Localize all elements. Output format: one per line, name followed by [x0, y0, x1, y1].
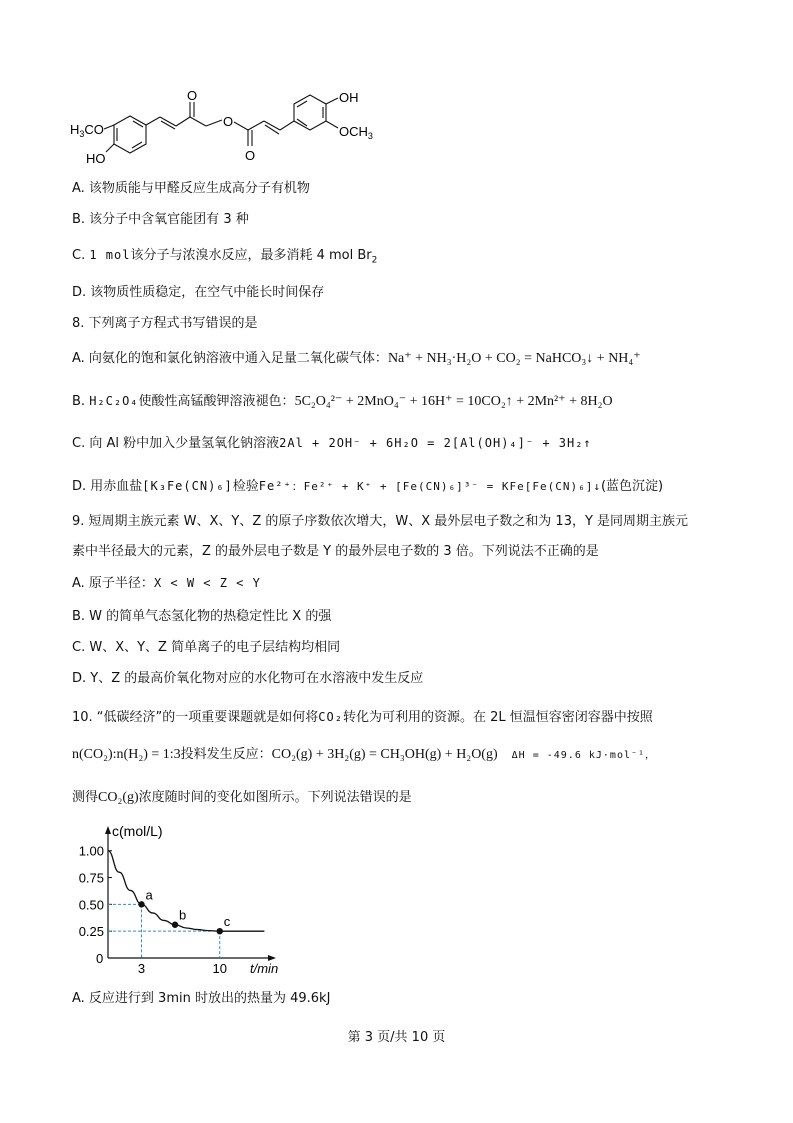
page-footer: 第 3 页/共 10 页: [347, 1030, 446, 1045]
q8-option-a: A. 向氨化的饱和氯化钠溶液中通入足量二氧化碳气体：Na⁺ + NH₃·H₂O + CO₂ = NaHCO₃↓ + NH₄⁺: [72, 351, 641, 366]
q10-stem-line2: n(CO₂):n(H₂) = 1:3投料发生反应：CO₂(g) + 3H₂(g) = CH₃OH(g) + H₂O(g) ΔH = -49.6 kJ·mol⁻¹，: [72, 747, 657, 762]
q7-option-d: D. 该物质性质稳定，在空气中能长时间保存: [72, 285, 325, 300]
data-point-label-c: c: [223, 914, 231, 930]
q10-stem-line3: 测得CO₂(g)浓度随时间的变化如图所示。下列说法错误的是: [72, 790, 412, 805]
q8-stem: 8. 下列离子方程式书写错误的是: [72, 316, 258, 331]
y-tick-label: 1.00: [78, 843, 104, 859]
q10-stem-line1: 10. “低碳经济”的一项重要课题就是如何将CO₂转化为可利用的资源。在 2L 恒温恒容密闭容器中按照: [72, 710, 653, 725]
q7-option-b: B. 该分子中含氧官能团有 3 种: [72, 212, 249, 227]
data-point-b: [172, 922, 178, 928]
q9-stem-line2: 素中半径最大的元素，Z 的最外层电子数是 Y 的最外层电子数的 3 倍。下列说法不正确的是: [72, 544, 599, 559]
y-axis-arrow: [105, 826, 111, 834]
ester-oxygen-label: O: [223, 114, 234, 129]
left-methoxy-label: $H_3CO$: [70, 122, 104, 139]
x-tick-label: 3: [137, 961, 146, 976]
y-axis-label: c(mol/L): [112, 823, 163, 839]
left-hydroxyl-label: HO: [86, 151, 106, 166]
q7-option-a: A. 该物质能与甲醛反应生成高分子有机物: [72, 181, 310, 196]
q9-option-a: A. 原子半径：X < W < Z < Y: [72, 576, 261, 591]
q8-option-b: B. H₂C₂O₄使酸性高锰酸钾溶液褪色：5C₂O₄²⁻ + 2MnO₄⁻ + 16H⁺ = 10CO₂↑ + 2Mn²⁺ + 8H₂O: [72, 394, 613, 409]
concentration-time-chart: [70, 820, 290, 980]
carbonyl-oxygen-label: O: [187, 88, 198, 103]
right-hydroxyl-label: OH: [339, 90, 359, 105]
q10-option-a: A. 反应进行到 3min 时放出的热量为 49.6kJ: [72, 991, 331, 1006]
x-axis-label: t/min: [250, 961, 279, 976]
q8-option-c: C. 向 Al 粉中加入少量氢氧化钠溶液2Al + 2OH⁻ + 6H₂O = 2[Al(OH)₄]⁻ + 3H₂↑: [72, 436, 592, 451]
origin-label: 0: [96, 951, 104, 966]
data-point-label-a: a: [145, 887, 153, 903]
q8-option-d: D. 用赤血盐[K₃Fe(CN)₆]检验Fe²⁺：Fe²⁺ + K⁺ + [Fe(CN)₆]³⁻ = KFe[Fe(CN)₆]↓(蓝色沉淀): [72, 479, 664, 494]
molecule-structure: [68, 88, 428, 178]
data-point-a: [138, 901, 144, 907]
y-tick-label: 0.25: [78, 924, 104, 940]
ester-carbonyl-oxygen-label: O: [245, 148, 256, 163]
y-tick-label: 0.50: [78, 897, 104, 913]
right-methoxy-label: $OCH_3$: [339, 124, 373, 141]
y-tick-label: 0.75: [78, 870, 104, 886]
q9-option-d: D. Y、Z 的最高价氧化物对应的水化物可在水溶液中发生反应: [72, 671, 424, 686]
q9-stem-line1: 9. 短周期主族元素 W、X、Y、Z 的原子序数依次增大，W、X 最外层电子数之和为 13，Y 是同周期主族元: [72, 514, 689, 529]
q7-option-c: C. 1 mol该分子与浓溴水反应，最多消耗 4 mol $Br_2$: [72, 248, 378, 266]
data-point-c: [217, 928, 223, 934]
x-tick-label: 10: [212, 961, 227, 976]
q9-option-c: C. W、X、Y、Z 简单离子的电子层结构均相同: [72, 640, 341, 655]
q9-option-b: B. W 的简单气态氢化物的热稳定性比 X 的强: [72, 609, 332, 624]
data-point-label-b: b: [179, 907, 187, 923]
